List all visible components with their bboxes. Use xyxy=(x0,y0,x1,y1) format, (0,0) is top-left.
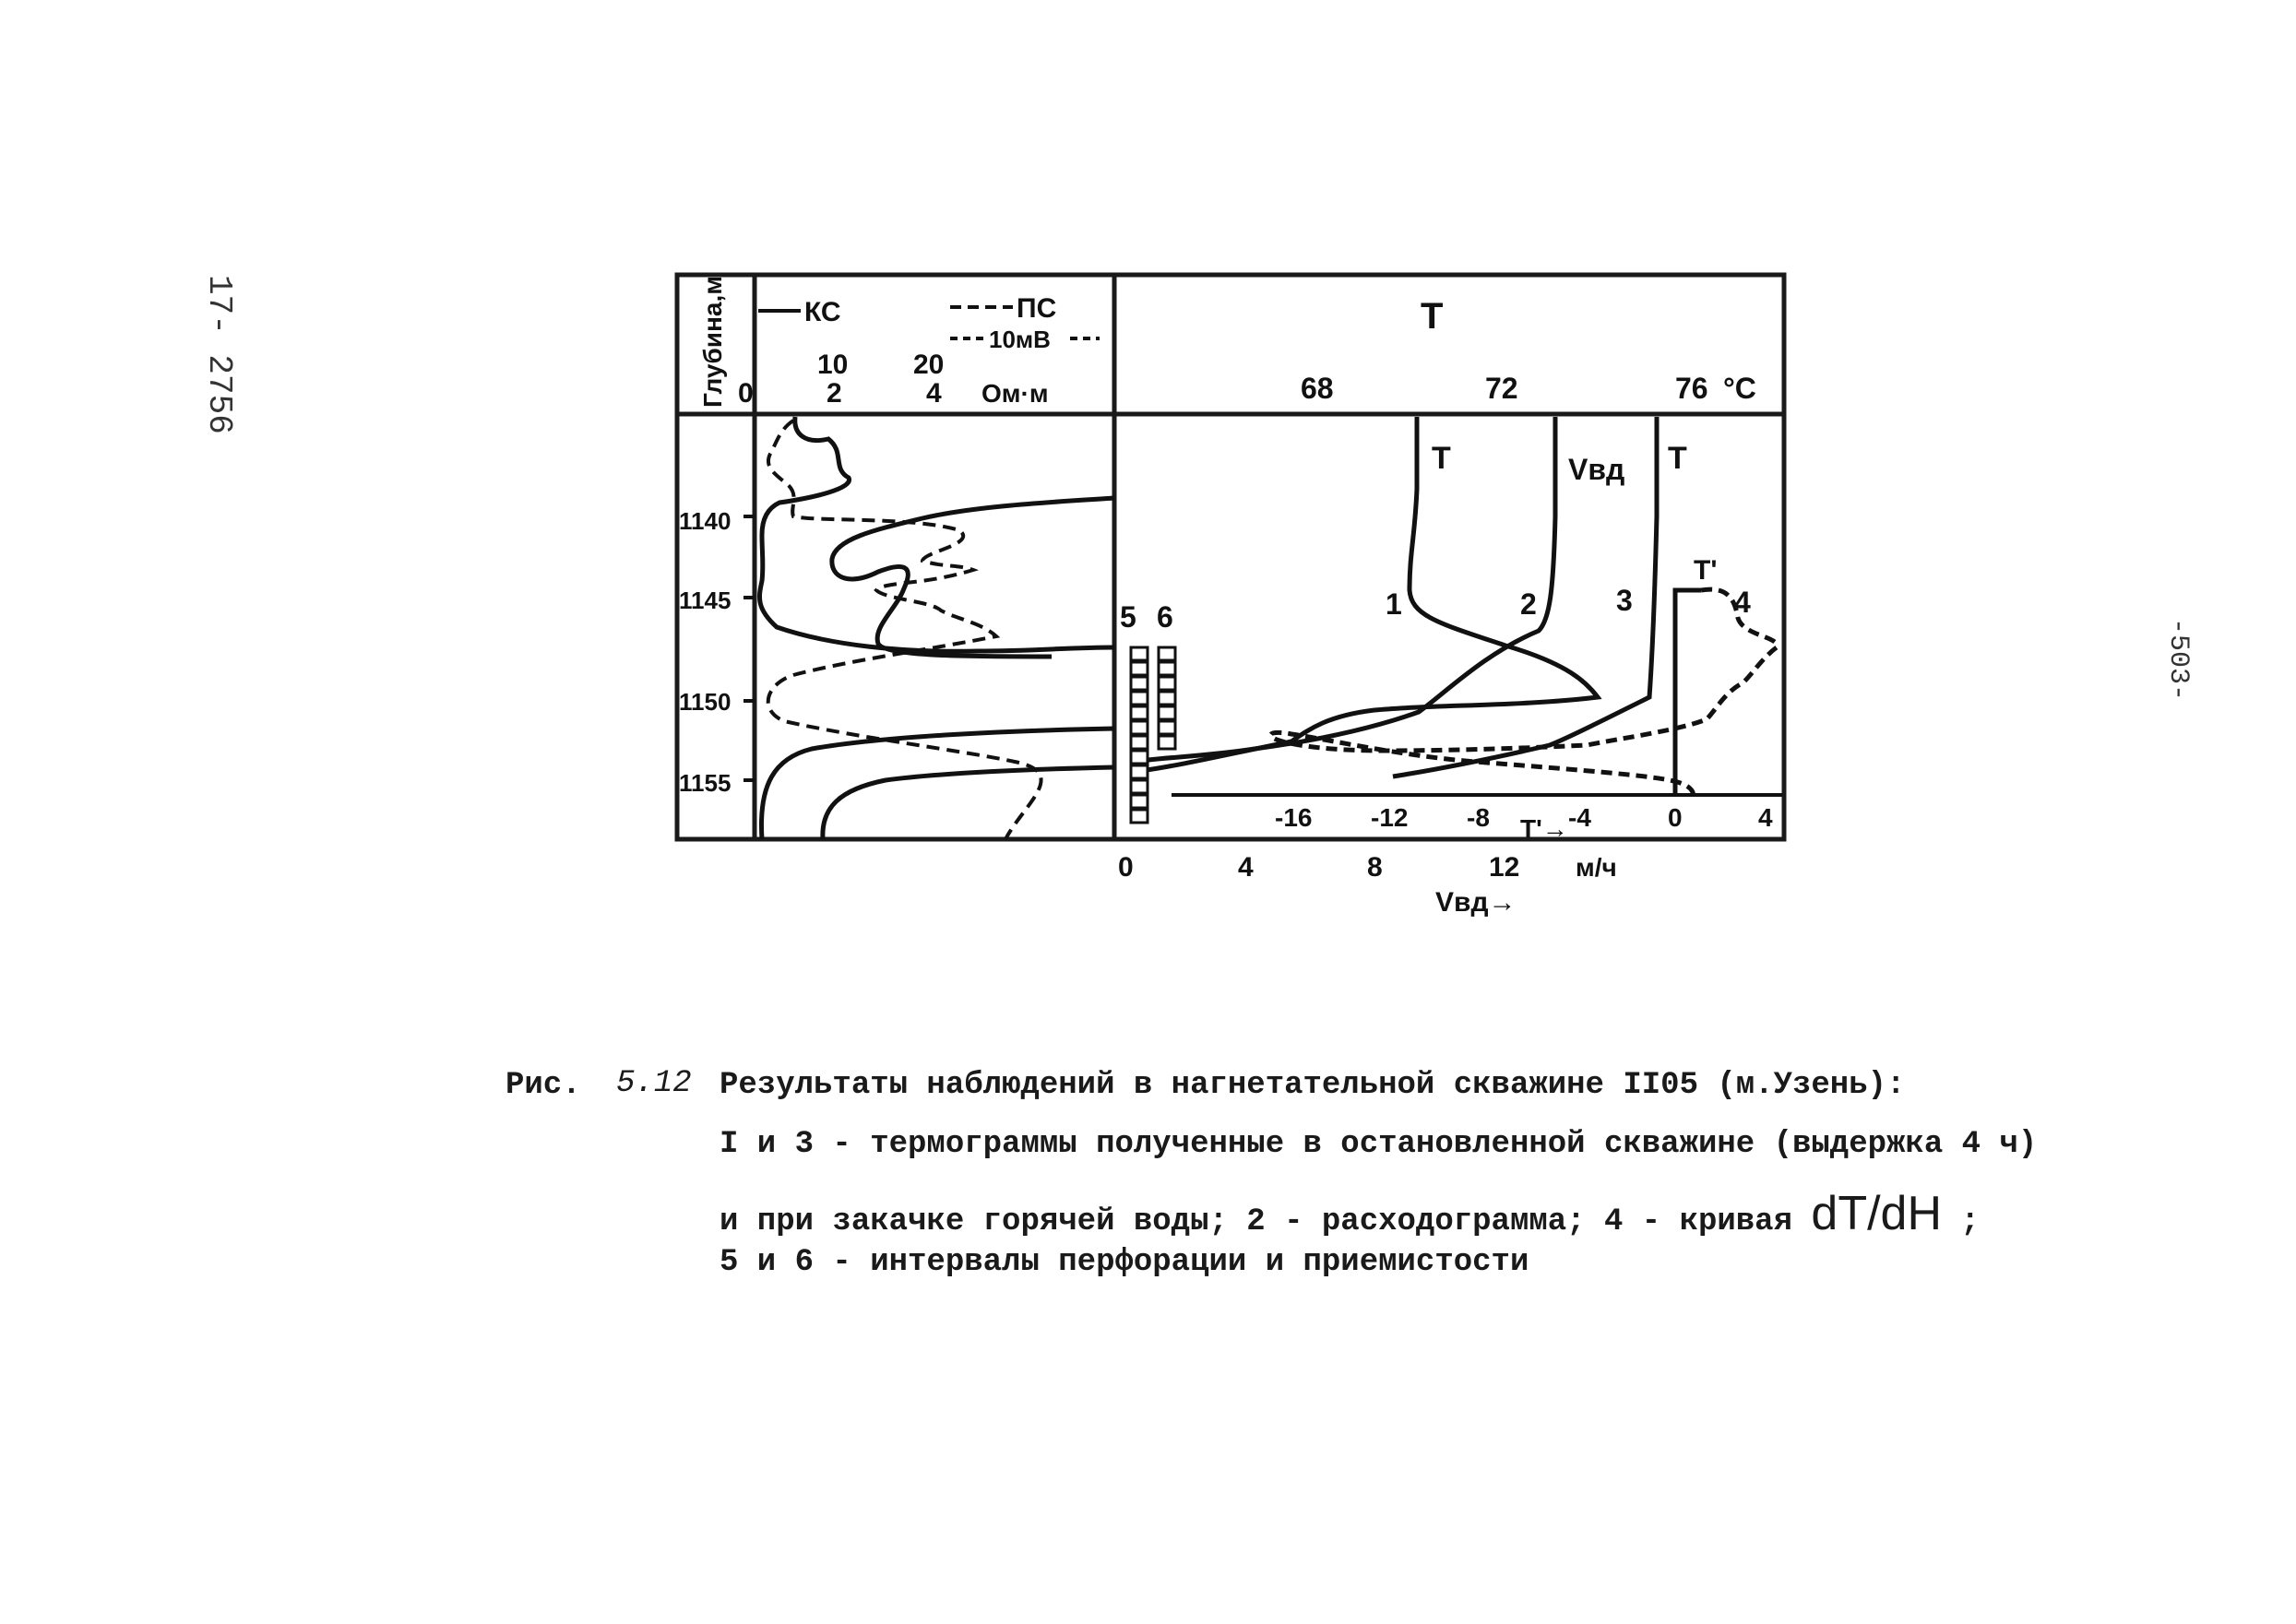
intake-interval-6 xyxy=(1159,647,1175,749)
perforation-interval-5 xyxy=(1131,647,1148,823)
res-tick-top-10: 10 xyxy=(817,350,849,380)
tprime-tick-m8: -8 xyxy=(1467,803,1490,832)
v-tick-12: 12 xyxy=(1489,852,1520,883)
v-tick-0: 0 xyxy=(1118,852,1134,883)
curve-number-2: 2 xyxy=(1520,587,1537,621)
tprime-tick-4: 4 xyxy=(1758,803,1773,832)
perf-label-5: 5 xyxy=(1120,600,1136,634)
temp-tick-72: 72 xyxy=(1485,372,1518,405)
depth-axis-label: Глубина,м xyxy=(698,276,727,408)
res-tick-top-20: 20 xyxy=(913,350,945,380)
res-unit: Ом·м xyxy=(981,379,1049,408)
temp-unit: °C xyxy=(1723,372,1756,405)
ks-curve-1 xyxy=(759,417,1114,651)
caption-line-3a: и при закачке горячей воды; 2 - расходограмма; 4 - кривая xyxy=(720,1204,1812,1239)
caption-line-1: Результаты наблюдений в нагнетательной скважине II05 (м.Узень): xyxy=(720,1068,1906,1103)
tprime-curve-solid xyxy=(1675,590,1701,795)
legend-mv-label: 10мВ xyxy=(989,326,1051,353)
depth-tick-1140: 1140 xyxy=(679,507,732,535)
caption-prefix: Рис. xyxy=(506,1068,581,1103)
legend-ks-label: КС xyxy=(804,297,841,327)
tprime-arrow-label: T'→ xyxy=(1520,814,1568,843)
vag-curve xyxy=(1135,417,1555,762)
legend-ps-label: ПС xyxy=(1017,293,1057,324)
caption-line-4: 5 и 6 - интервалы перфорации и приемистости xyxy=(720,1245,1529,1280)
depth-tick-1150: 1150 xyxy=(679,688,732,716)
depth-tick-1155: 1155 xyxy=(679,769,732,797)
v-arrow-label: Vвд→ xyxy=(1435,887,1517,918)
caption-figure-number: 5.12 xyxy=(616,1066,692,1101)
v-unit: м/ч xyxy=(1576,853,1617,882)
curve-number-4: 4 xyxy=(1734,586,1751,619)
res-tick-bottom-0: 0 xyxy=(738,378,754,409)
res-tick-bottom-2: 2 xyxy=(827,378,842,409)
v-tick-8: 8 xyxy=(1367,852,1383,883)
tprime-tick-m4: -4 xyxy=(1568,803,1591,832)
v-tick-4: 4 xyxy=(1238,852,1254,883)
tprime-tick-m16: -16 xyxy=(1275,803,1313,832)
caption-line-2: I и 3 - термограммы полученные в остановленной скважине (выдержка 4 ч) xyxy=(720,1127,2038,1162)
curve-label-vag: Vвд xyxy=(1568,453,1625,486)
caption-line-3c: ; xyxy=(1942,1204,1980,1239)
res-tick-bottom-4: 4 xyxy=(926,378,942,409)
caption-dtdh: dT/dH xyxy=(1811,1187,1943,1240)
tprime-tick-m12: -12 xyxy=(1371,803,1409,832)
curve-label-t1: T xyxy=(1432,441,1451,476)
caption-line-3 xyxy=(720,1186,1980,1241)
temp-tick-76: 76 xyxy=(1675,372,1708,405)
curve-number-1: 1 xyxy=(1386,587,1402,621)
ks-curve-4 xyxy=(823,767,1114,839)
temp-axis-title: T xyxy=(1421,296,1444,337)
curve-label-t3: T xyxy=(1668,441,1687,476)
perf-label-6: 6 xyxy=(1157,600,1173,634)
side-page-number: -503- xyxy=(2162,618,2194,702)
curve-label-tprime: T' xyxy=(1694,555,1718,586)
curve-number-3: 3 xyxy=(1616,584,1633,617)
tprime-tick-0: 0 xyxy=(1668,803,1683,832)
temp-tick-68: 68 xyxy=(1301,372,1334,405)
ks-curve-3 xyxy=(761,729,1114,839)
side-page-code: 17- 2756 xyxy=(200,275,238,434)
depth-tick-1145: 1145 xyxy=(679,587,732,614)
